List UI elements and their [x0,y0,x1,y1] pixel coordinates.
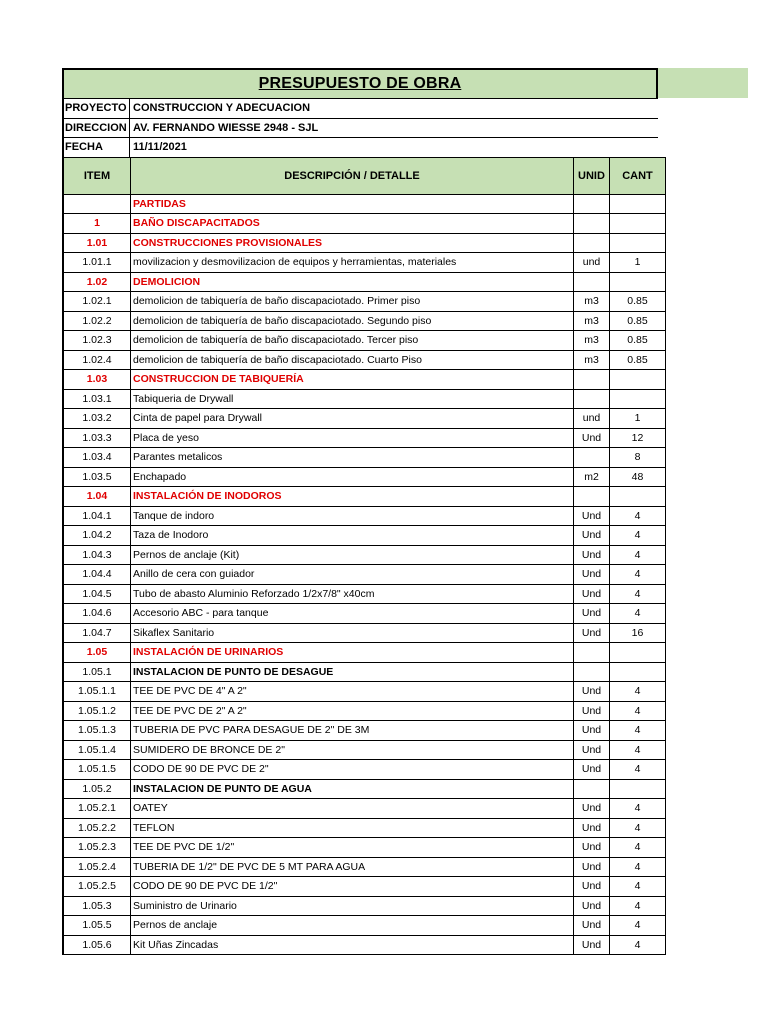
cell-unit[interactable]: Und [574,935,610,955]
cell-description[interactable]: demolicion de tabiquería de baño discapaciotado. Primer piso [131,292,574,312]
cell-unit[interactable]: Und [574,526,610,546]
table-row [63,409,666,429]
cell-item[interactable]: 1.04.6 [63,604,131,624]
cell-description[interactable]: Tabiqueria de Drywall [131,389,574,409]
column-header-unit[interactable]: UNID [574,157,610,194]
table-row [63,292,666,312]
table-row [63,350,666,370]
cell-unit[interactable]: und [574,253,610,273]
cell-unit[interactable]: und [574,409,610,429]
table-row [63,779,666,799]
cell-unit[interactable]: Und [574,740,610,760]
cell-description[interactable]: TEE DE PVC DE 1/2" [131,838,574,858]
cell-unit[interactable] [574,643,610,663]
cell-description[interactable]: demolicion de tabiquería de baño discapaciotado. Segundo piso [131,311,574,331]
cell-description[interactable]: TUBERIA DE PVC PARA DESAGUE DE 2" DE 3M [131,721,574,741]
direccion-label: DIRECCION [64,119,130,138]
cell-item[interactable]: 1 [63,214,131,234]
cell-quantity[interactable] [610,272,666,292]
cell-unit[interactable]: Und [574,896,610,916]
cell-quantity[interactable] [610,779,666,799]
cell-item[interactable]: 1.04.4 [63,565,131,585]
cell-unit[interactable]: Und [574,545,610,565]
cell-quantity[interactable]: 4 [610,916,666,936]
cell-quantity[interactable] [610,194,666,214]
cell-description[interactable]: Tubo de abasto Aluminio Reforzado 1/2x7/8" x40cm [131,584,574,604]
cell-item[interactable]: 1.02.2 [63,311,131,331]
cell-quantity[interactable]: 4 [610,604,666,624]
fecha-row[interactable] [62,137,658,157]
cell-unit[interactable]: Und [574,760,610,780]
table-header-row [63,157,666,194]
cell-item[interactable]: 1.04.3 [63,545,131,565]
cell-description[interactable]: Taza de Inodoro [131,526,574,546]
cell-unit[interactable]: Und [574,565,610,585]
cell-description[interactable]: Sikaflex Sanitario [131,623,574,643]
table-row [63,565,666,585]
cell-quantity[interactable] [610,487,666,507]
cell-unit[interactable] [574,194,610,214]
cell-unit[interactable] [574,779,610,799]
cell-description[interactable]: Tanque de indoro [131,506,574,526]
table-row [63,311,666,331]
cell-quantity[interactable]: 4 [610,682,666,702]
cell-quantity[interactable]: 4 [610,565,666,585]
cell-quantity[interactable]: 0.85 [610,292,666,312]
column-header-description[interactable]: DESCRIPCIÓN / DETALLE [131,157,574,194]
table-row [63,604,666,624]
cell-quantity[interactable]: 4 [610,526,666,546]
cell-quantity[interactable] [610,643,666,663]
cell-description[interactable]: PARTIDAS [131,194,574,214]
cell-quantity[interactable] [610,233,666,253]
cell-quantity[interactable]: 4 [610,896,666,916]
cell-quantity[interactable]: 0.85 [610,311,666,331]
cell-item[interactable]: 1.03.1 [63,389,131,409]
table-row [63,857,666,877]
budget-sheet [62,68,658,955]
cell-item[interactable]: 1.05.2.2 [63,818,131,838]
cell-description[interactable]: Anillo de cera con guiador [131,565,574,585]
cell-unit[interactable] [574,389,610,409]
proyecto-label: PROYECTO [64,99,130,118]
fecha-value[interactable]: 11/11/2021 [133,141,187,153]
cell-description[interactable]: SUMIDERO DE BRONCE DE 2" [131,740,574,760]
table-row [63,760,666,780]
cell-item[interactable]: 1.01.1 [63,253,131,273]
cell-unit[interactable]: Und [574,877,610,897]
cell-item[interactable]: 1.05.2.1 [63,799,131,819]
cell-unit[interactable]: Und [574,604,610,624]
table-row [63,584,666,604]
cell-item[interactable]: 1.02.4 [63,350,131,370]
cell-description[interactable]: TUBERIA DE 1/2" DE PVC DE 5 MT PARA AGUA [131,857,574,877]
cell-description[interactable]: INSTALACIÓN DE INODOROS [131,487,574,507]
cell-item[interactable]: 1.05.2.5 [63,877,131,897]
cell-quantity[interactable]: 4 [610,506,666,526]
table-row [63,916,666,936]
cell-unit[interactable]: m3 [574,350,610,370]
cell-quantity[interactable]: 4 [610,545,666,565]
cell-description[interactable]: Accesorio ABC - para tanque [131,604,574,624]
cell-item[interactable]: 1.05.3 [63,896,131,916]
cell-unit[interactable]: Und [574,818,610,838]
table-row [63,253,666,273]
table-row [63,721,666,741]
cell-item[interactable]: 1.02.3 [63,331,131,351]
cell-description[interactable]: demolicion de tabiquería de baño discapaciotado. Tercer piso [131,331,574,351]
cell-quantity[interactable]: 4 [610,818,666,838]
direccion-row[interactable] [62,118,658,138]
table-row [63,467,666,487]
cell-item[interactable]: 1.04.5 [63,584,131,604]
table-row [63,838,666,858]
table-row [63,272,666,292]
cell-unit[interactable]: Und [574,799,610,819]
cell-quantity[interactable]: 1 [610,409,666,429]
cell-quantity[interactable]: 4 [610,760,666,780]
cell-description[interactable]: CODO DE 90 DE PVC DE 2" [131,760,574,780]
table-row [63,194,666,214]
cell-description[interactable]: INSTALACION DE PUNTO DE AGUA [131,779,574,799]
cell-unit[interactable]: Und [574,857,610,877]
table-row [63,233,666,253]
cell-description[interactable]: Parantes metalicos [131,448,574,468]
cell-description[interactable]: CODO DE 90 DE PVC DE 1/2" [131,877,574,897]
cell-item[interactable]: 1.05.2.4 [63,857,131,877]
cell-item[interactable]: 1.03.5 [63,467,131,487]
table-row [63,545,666,565]
cell-item[interactable]: 1.04.2 [63,526,131,546]
cell-item[interactable]: 1.01 [63,233,131,253]
cell-quantity[interactable]: 4 [610,584,666,604]
cell-unit[interactable]: Und [574,721,610,741]
table-row [63,643,666,663]
cell-description[interactable]: BAÑO DISCAPACITADOS [131,214,574,234]
cell-description[interactable]: Enchapado [131,467,574,487]
title-row[interactable] [62,68,658,98]
cell-item[interactable]: 1.05.1.5 [63,760,131,780]
cell-unit[interactable] [574,272,610,292]
cell-unit[interactable] [574,214,610,234]
table-row [63,448,666,468]
cell-description[interactable]: DEMOLICION [131,272,574,292]
cell-quantity[interactable]: 12 [610,428,666,448]
cell-unit[interactable]: Und [574,916,610,936]
table-row [63,896,666,916]
cell-quantity[interactable]: 0.85 [610,331,666,351]
cell-item[interactable]: 1.05.2.3 [63,838,131,858]
cell-description[interactable]: INSTALACIÓN DE URINARIOS [131,643,574,663]
cell-quantity[interactable] [610,389,666,409]
cell-item[interactable]: 1.05.5 [63,916,131,936]
cell-quantity[interactable]: 4 [610,877,666,897]
cell-description[interactable]: demolicion de tabiquería de baño discapaciotado. Cuarto Piso [131,350,574,370]
cell-description[interactable]: Suministro de Urinario [131,896,574,916]
cell-unit[interactable] [574,662,610,682]
table-row [63,526,666,546]
cell-quantity[interactable]: 4 [610,740,666,760]
cell-unit[interactable]: Und [574,838,610,858]
cell-quantity[interactable]: 8 [610,448,666,468]
table-row [63,428,666,448]
cell-quantity[interactable]: 48 [610,467,666,487]
cell-description[interactable]: CONSTRUCCION DE TABIQUERÍA [131,370,574,390]
cell-unit[interactable]: m3 [574,292,610,312]
cell-item[interactable]: 1.03.2 [63,409,131,429]
cell-item[interactable]: 1.03.3 [63,428,131,448]
cell-description[interactable]: INSTALACION DE PUNTO DE DESAGUE [131,662,574,682]
cell-unit[interactable] [574,448,610,468]
table-row [63,623,666,643]
cell-quantity[interactable]: 4 [610,701,666,721]
cell-quantity[interactable]: 4 [610,935,666,955]
cell-item[interactable]: 1.05.1.1 [63,682,131,702]
cell-item[interactable]: 1.05.1.2 [63,701,131,721]
cell-unit[interactable]: m3 [574,331,610,351]
cell-unit[interactable]: m3 [574,311,610,331]
cell-unit[interactable] [574,233,610,253]
proyecto-value[interactable]: CONSTRUCCION Y ADECUACION [133,102,311,114]
cell-item[interactable]: 1.05.1.3 [63,721,131,741]
cell-unit[interactable]: m2 [574,467,610,487]
fecha-label: FECHA [64,138,130,157]
header-fill-extension [658,68,748,98]
cell-quantity[interactable]: 4 [610,857,666,877]
budget-table [62,157,666,956]
cell-description[interactable]: Placa de yeso [131,428,574,448]
cell-item[interactable]: 1.04.7 [63,623,131,643]
table-row [63,370,666,390]
cell-unit[interactable]: Und [574,428,610,448]
cell-description[interactable]: movilizacion y desmovilizacion de equipos y herramientas, materiales [131,253,574,273]
cell-unit[interactable]: Und [574,584,610,604]
cell-quantity[interactable]: 0.85 [610,350,666,370]
cell-item[interactable]: 1.02.1 [63,292,131,312]
cell-unit[interactable]: Und [574,623,610,643]
cell-unit[interactable] [574,370,610,390]
cell-quantity[interactable] [610,662,666,682]
cell-item[interactable]: 1.05.1 [63,662,131,682]
column-header-quantity[interactable]: CANT [610,157,666,194]
table-row [63,487,666,507]
cell-quantity[interactable]: 1 [610,253,666,273]
cell-item[interactable]: 1.03.4 [63,448,131,468]
cell-description[interactable]: Pernos de anclaje [131,916,574,936]
cell-description[interactable]: Pernos de anclaje (Kit) [131,545,574,565]
cell-description[interactable]: Cinta de papel para Drywall [131,409,574,429]
cell-item[interactable]: 1.05.6 [63,935,131,955]
cell-unit[interactable]: Und [574,682,610,702]
cell-item[interactable]: 1.05.2 [63,779,131,799]
cell-item[interactable]: 1.04 [63,487,131,507]
cell-description[interactable]: OATEY [131,799,574,819]
table-row [63,331,666,351]
cell-quantity[interactable]: 16 [610,623,666,643]
table-row [63,877,666,897]
cell-quantity[interactable]: 4 [610,721,666,741]
table-row [63,662,666,682]
table-row [63,935,666,955]
cell-unit[interactable]: Und [574,701,610,721]
table-row [63,506,666,526]
table-row [63,740,666,760]
cell-item[interactable] [63,194,131,214]
cell-quantity[interactable]: 4 [610,838,666,858]
cell-description[interactable]: TEFLON [131,818,574,838]
sheet-title: PRESUPUESTO DE OBRA [258,75,462,92]
table-row [63,682,666,702]
table-row [63,214,666,234]
cell-description[interactable]: TEE DE PVC DE 4" A 2" [131,682,574,702]
cell-quantity[interactable] [610,370,666,390]
cell-unit[interactable] [574,487,610,507]
table-row [63,818,666,838]
cell-quantity[interactable] [610,214,666,234]
cell-item[interactable]: 1.05.1.4 [63,740,131,760]
direccion-value[interactable]: AV. FERNANDO WIESSE 2948 - SJL [133,121,319,134]
column-header-item[interactable]: ITEM [63,157,131,194]
cell-unit[interactable]: Und [574,506,610,526]
proyecto-row[interactable] [62,98,658,118]
table-row [63,799,666,819]
cell-description[interactable]: CONSTRUCCIONES PROVISIONALES [131,233,574,253]
cell-description[interactable]: Kit Uñas Zincadas [131,935,574,955]
cell-quantity[interactable]: 4 [610,799,666,819]
table-row [63,389,666,409]
table-row [63,701,666,721]
cell-item[interactable]: 1.05 [63,643,131,663]
cell-item[interactable]: 1.04.1 [63,506,131,526]
cell-item[interactable]: 1.03 [63,370,131,390]
cell-description[interactable]: TEE DE PVC DE 2" A 2" [131,701,574,721]
cell-item[interactable]: 1.02 [63,272,131,292]
